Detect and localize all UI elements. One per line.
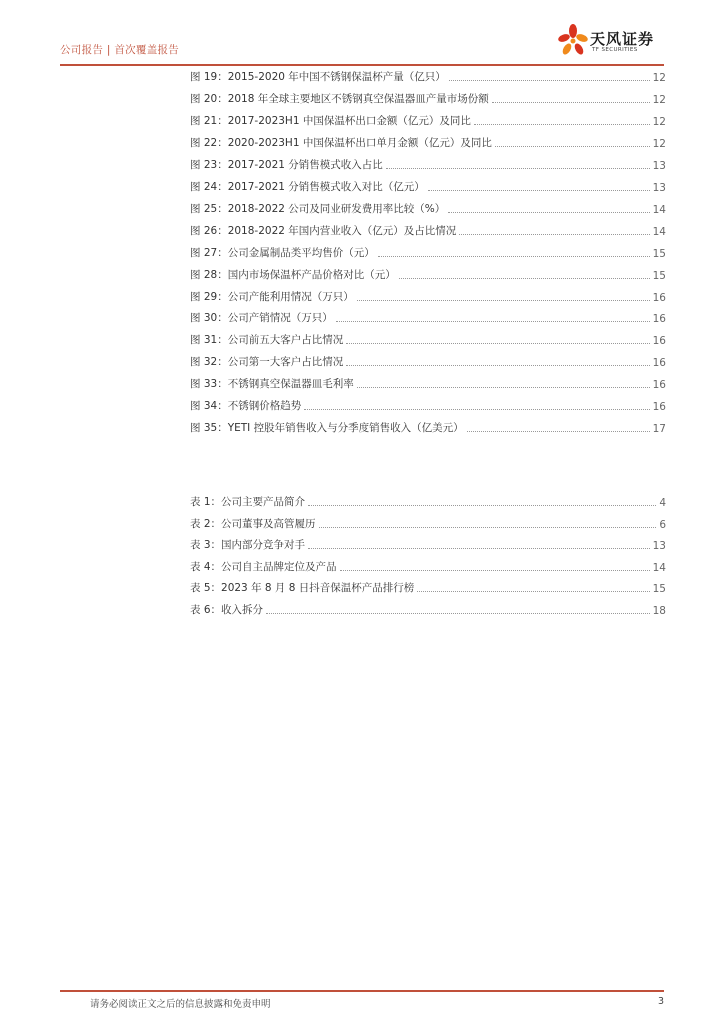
dot-leader	[357, 386, 650, 388]
dot-leader	[340, 569, 650, 571]
entry-page-number: 17	[652, 423, 666, 436]
dot-leader	[474, 123, 650, 125]
dot-leader	[467, 430, 650, 432]
entry-title: 表 2：公司董事及高管履历	[190, 517, 316, 530]
dot-leader	[378, 255, 650, 257]
entry-page-number: 16	[652, 357, 666, 370]
entry-page-number: 14	[652, 203, 666, 216]
company-logo	[556, 20, 668, 64]
figure-entry[interactable]	[190, 200, 666, 216]
entry-page-number: 12	[652, 93, 666, 106]
figure-entry[interactable]	[190, 309, 666, 325]
entry-title: 图 19：2015-2020 年中国不锈钢保温杯产量（亿只）	[190, 71, 446, 83]
logo-chinese-name: 天风证券	[590, 30, 655, 48]
entry-page-number: 13	[652, 540, 666, 552]
entry-title: 图 23：2017-2021 分销售模式收入占比	[190, 158, 383, 171]
entry-page-number: 16	[652, 313, 666, 326]
figure-entry[interactable]	[190, 90, 666, 106]
figure-entry[interactable]	[190, 419, 666, 435]
entry-page-number: 13	[652, 159, 666, 172]
dot-leader	[308, 504, 656, 506]
entry-title: 图 34：不锈钢价格趋势	[190, 400, 302, 413]
figure-entry[interactable]	[190, 156, 666, 172]
dot-leader	[266, 612, 650, 614]
table-entry[interactable]	[190, 579, 666, 595]
report-section-label: 公司报告 | 首次覆盖报告	[60, 44, 180, 56]
entry-title: 图 20：2018 年全球主要地区不锈钢真空保温器皿产量市场份额	[190, 92, 489, 105]
table-entry[interactable]	[190, 515, 666, 531]
footer-divider	[60, 990, 664, 992]
dot-leader	[495, 145, 650, 147]
entry-page-number: 12	[652, 115, 666, 128]
dot-leader	[308, 547, 650, 549]
table-entry[interactable]	[190, 493, 666, 509]
table-entry[interactable]	[190, 601, 666, 617]
dot-leader	[448, 211, 649, 213]
dot-leader	[357, 299, 650, 301]
entry-title: 表 1：公司主要产品简介	[190, 496, 306, 508]
entry-title: 图 35：YETI 控股年销售收入与分季度销售收入（亿美元）	[190, 422, 464, 435]
logo-english-name: TF SECURITIES	[592, 47, 638, 53]
entry-page-number: 16	[652, 401, 666, 414]
entry-page-number: 14	[652, 561, 666, 574]
dot-leader	[346, 342, 649, 344]
figure-entry[interactable]	[190, 397, 666, 413]
tf-flower-icon	[556, 22, 590, 62]
header-divider	[60, 64, 664, 66]
dot-leader	[336, 320, 650, 322]
entry-page-number: 18	[652, 604, 666, 617]
dot-leader	[492, 101, 650, 103]
figure-entry[interactable]	[190, 375, 666, 391]
figure-entry[interactable]	[190, 331, 666, 347]
figure-entry[interactable]	[190, 266, 666, 282]
entry-title: 图 28：国内市场保温杯产品价格对比（元）	[190, 268, 396, 281]
dot-leader	[428, 189, 650, 191]
entry-page-number: 16	[652, 335, 666, 348]
entry-title: 图 32：公司第一大客户占比情况	[190, 356, 344, 369]
entry-page-number: 12	[652, 137, 666, 150]
page-header	[60, 30, 664, 60]
table-entry[interactable]	[190, 536, 666, 552]
dot-leader	[304, 408, 649, 410]
entry-page-number: 16	[652, 291, 666, 304]
entry-title: 图 25：2018-2022 公司及同业研发费用率比较（%）	[190, 202, 446, 215]
dot-leader	[417, 590, 649, 592]
entry-page-number: 6	[659, 518, 666, 531]
entry-title: 图 31：公司前五大客户占比情况	[190, 334, 344, 347]
entry-title: 表 6：收入拆分	[190, 603, 264, 616]
entry-title: 图 30：公司产销情况（万只）	[190, 312, 333, 325]
figure-entry[interactable]	[190, 178, 666, 194]
figure-entry[interactable]	[190, 134, 666, 150]
entry-title: 图 29：公司产能利用情况（万只）	[190, 290, 354, 303]
entry-title: 表 3：国内部分竞争对手	[190, 539, 306, 551]
entry-title: 图 22：2020-2023H1 中国保温杯出口单月金额（亿元）及同比	[190, 136, 492, 149]
figure-entry[interactable]	[190, 112, 666, 128]
figure-entry[interactable]	[190, 244, 666, 260]
entry-page-number: 12	[652, 72, 666, 84]
entry-page-number: 15	[652, 247, 666, 260]
dot-leader	[346, 364, 649, 366]
dot-leader	[459, 233, 649, 235]
dot-leader	[449, 79, 650, 81]
entry-title: 图 24：2017-2021 分销售模式收入对比（亿元）	[190, 180, 425, 193]
entry-page-number: 14	[652, 225, 666, 238]
entry-title: 图 27：公司金属制品类平均售价（元）	[190, 246, 375, 259]
figure-entry[interactable]	[190, 222, 666, 238]
figure-entry[interactable]	[190, 288, 666, 304]
dot-leader	[399, 277, 650, 279]
entry-title: 图 33：不锈钢真空保温器皿毛利率	[190, 378, 354, 391]
entry-title: 图 26：2018-2022 年国内营业收入（亿元）及占比情况	[190, 224, 457, 237]
footer-disclaimer: 请务必阅读正文之后的信息披露和免责申明	[90, 999, 271, 1010]
figure-entry[interactable]	[190, 68, 666, 84]
entry-title: 表 5：2023 年 8 月 8 日抖音保温杯产品排行榜	[190, 582, 415, 594]
entry-title: 表 4：公司自主品牌定位及产品	[190, 560, 337, 573]
page-number: 3	[657, 996, 664, 1007]
dot-leader	[386, 167, 650, 169]
entry-page-number: 15	[652, 269, 666, 282]
entry-page-number: 16	[652, 379, 666, 392]
figure-entry[interactable]	[190, 353, 666, 369]
dot-leader	[319, 526, 657, 528]
entry-title: 图 21：2017-2023H1 中国保温杯出口金额（亿元）及同比	[190, 114, 471, 127]
entry-page-number: 15	[652, 583, 666, 595]
table-entry[interactable]	[190, 558, 666, 574]
entry-page-number: 4	[659, 497, 666, 509]
entry-page-number: 13	[652, 181, 666, 194]
